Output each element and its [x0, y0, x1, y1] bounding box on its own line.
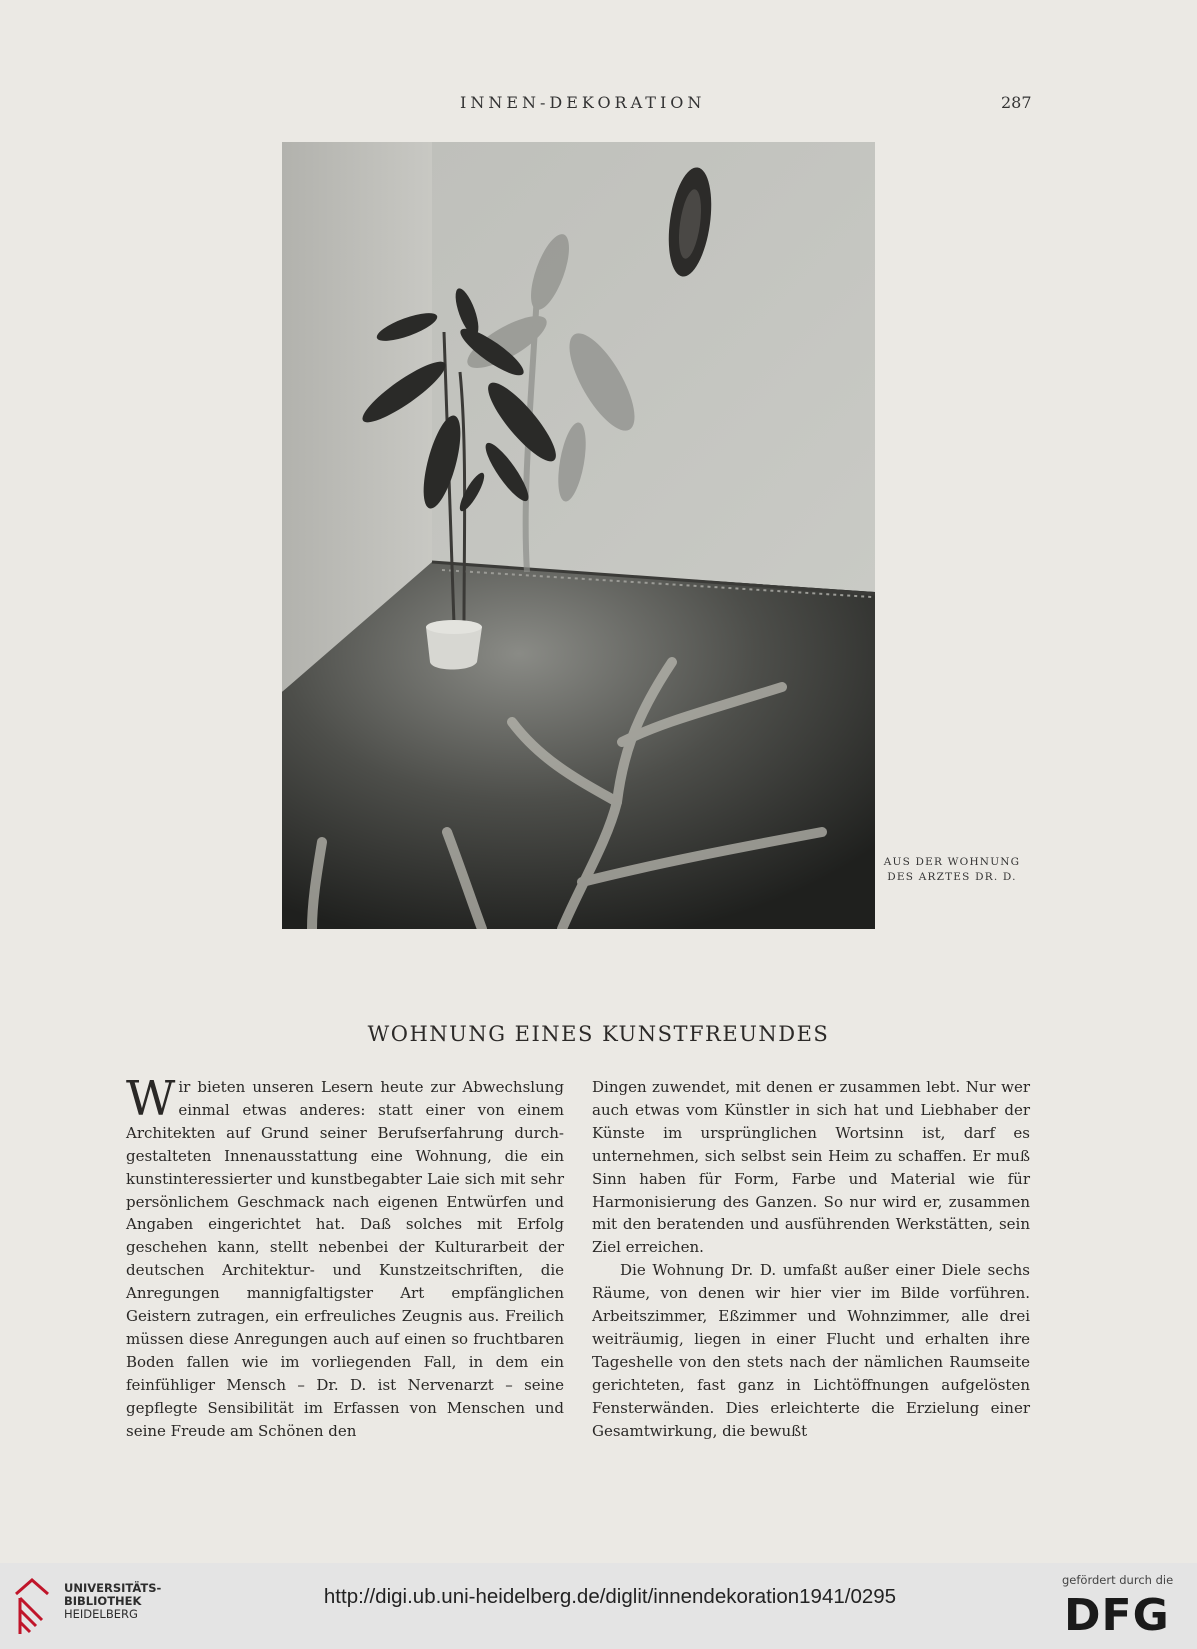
article-title: WOHNUNG EINES KUNSTFREUNDES [367, 1022, 830, 1046]
library-line-2: BIBLIOTHEK [64, 1594, 142, 1608]
library-name[interactable] [64, 1582, 174, 1621]
library-line-3: HEIDELBERG [64, 1607, 138, 1621]
right-paragraph-1: Dingen zuwendet, mit denen er zusammen lebt. Nur wer auch etwas vom Künstler in sich hat und Liebhaber der Künste im ursprünglichen Wortsinn ist, darf es unternehmen, sich selbst sein Heim zu schaffen. Er muß Sinn haben für Form, Farbe und Material wie für Harmonisierung des Ganzen. So nur wird er, zusammen mit den beratenden und ausführenden Werkstätten, sein Ziel erreichen. [592, 1078, 1030, 1257]
page-number: 287 [1001, 93, 1032, 112]
funding-label: gefördert durch die [1062, 1573, 1174, 1587]
dfg-logo[interactable]: DFG [1064, 1590, 1170, 1641]
figure-caption [876, 855, 1028, 885]
right-paragraph-2: Die Wohnung Dr. D. umfaßt außer einer Diele sechs Räume, von denen wir hier vier im Bilde vorführen. Arbeitszimmer, Eßzimmer und Wohnzimmer, alle drei weiträumig, liegen in einer Flucht und erhalten ihre Tageshelle von den stets nach der nämlichen Raumseite gerichteten, fast ganz in Lichtöffnungen aufgelösten Fensterwänden. Dies erleichterte die Erzielung einer Gesamtwirkung, die bewußt [592, 1261, 1030, 1440]
drop-cap: W [126, 1071, 176, 1127]
caption-line-2: DES ARZTES DR. D. [887, 871, 1017, 883]
running-head: INNEN-DEKORATION [460, 93, 706, 112]
source-url-link[interactable]: http://digi.ub.uni-heidelberg.de/diglit/innendekoration1941/0295 [323, 1585, 897, 1608]
left-text-column [126, 1071, 564, 1443]
library-line-1: UNIVERSITÄTS- [64, 1581, 162, 1595]
left-paragraph [126, 1071, 564, 1443]
digitization-footer [0, 1563, 1197, 1649]
library-logo-icon[interactable] [12, 1576, 52, 1638]
caption-line-1: AUS DER WOHNUNG [883, 856, 1021, 868]
right-text-column [592, 1076, 1030, 1443]
room-photograph [282, 142, 875, 929]
left-column-text: ir bieten unseren Lesern heute zur Abwechslung einmal etwas anderes: statt einer von einem Architekten auf Grund seiner Berufserfahrung durchgestalteten Innenausstattung eine Wohnung, die ein kunstinteressierter und kunstbegabter Laie sich mit sehr persönlichem Geschmack nach eigenen Entwürfen und Angaben eingerichtet hat. Daß solches mit Erfolg geschehen kann, stellt nebenbei der Kulturarbeit der deutschen Architektur- und Kunstzeitschriften, die Anregungen mannigfaltigster Art empfänglichen Geistern zutragen, ein erfreuliches Zeugnis aus. Freilich müssen diese Anregungen auch auf einen so fruchtbaren Boden fallen wie im vorliegenden Fall, in dem ein feinfühliger Mensch – Dr. D. ist Nervenarzt – seine gepflegte Sensibilität im Erfassen von Menschen und seine Freude am Schönen den [126, 1078, 564, 1440]
